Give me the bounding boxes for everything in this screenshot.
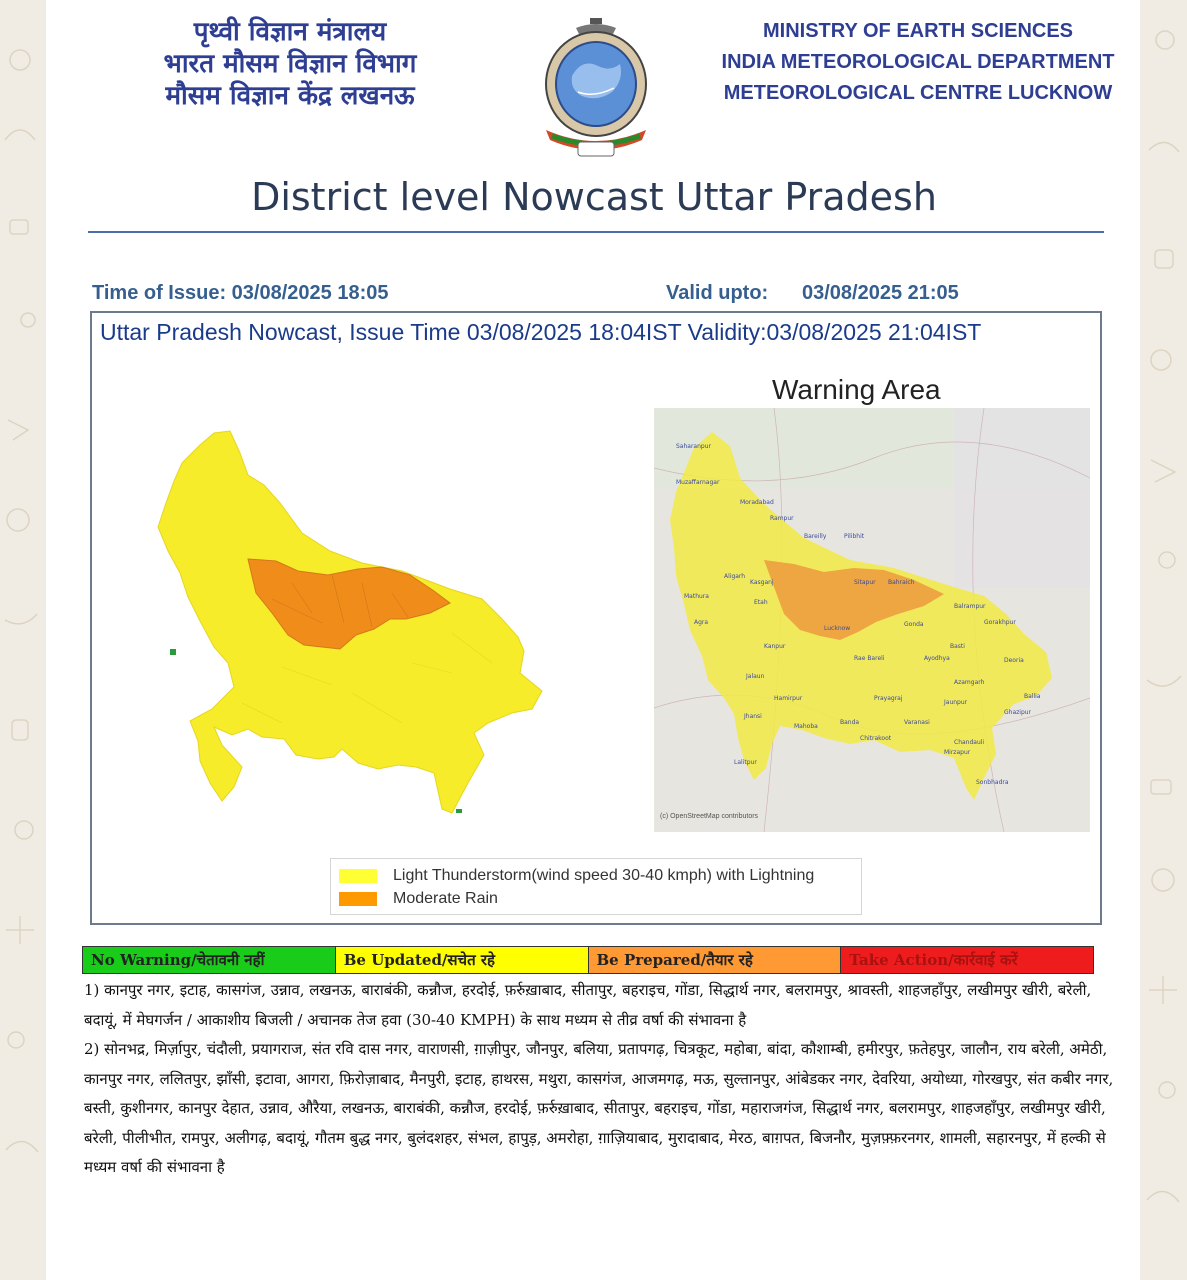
hindi-department-line: भारत मौसम विज्ञान विभाग	[163, 49, 417, 79]
svg-text:Aligarh: Aligarh	[724, 573, 746, 580]
header-hindi	[120, 16, 460, 112]
imd-emblem-icon	[538, 14, 654, 162]
svg-text:Deoria: Deoria	[1004, 657, 1024, 664]
scale-no-warning: No Warning/चेतावनी नहीं	[83, 947, 336, 973]
svg-text:Agra: Agra	[694, 619, 709, 626]
hindi-ministry-line: पृथ्वी विज्ञान मंत्रालय	[193, 17, 387, 47]
svg-text:Chitrakoot: Chitrakoot	[860, 735, 892, 742]
svg-text:Jhansi: Jhansi	[744, 713, 762, 720]
page-title: District level Nowcast Uttar Pradesh	[251, 175, 937, 219]
svg-text:Mathura: Mathura	[684, 593, 709, 600]
svg-text:Varanasi: Varanasi	[904, 719, 930, 726]
osm-attribution: (c) OpenStreetMap contributors	[660, 813, 759, 820]
svg-text:Ghazipur: Ghazipur	[1004, 709, 1032, 716]
svg-text:Rampur: Rampur	[770, 515, 794, 522]
nowcast-map-panel	[90, 311, 1102, 925]
scale-take-action: Take Action/कार्रवाई करें	[841, 947, 1093, 973]
legend-label: Light Thunderstorm(wind speed 30-40 kmph) with Lightning	[393, 867, 815, 884]
english-department-line: INDIA METEOROLOGICAL DEPARTMENT	[721, 51, 1115, 73]
legend-item-thunderstorm	[339, 865, 814, 887]
svg-text:Gorakhpur: Gorakhpur	[984, 619, 1016, 626]
legend-item-moderate-rain	[339, 888, 498, 910]
english-ministry-line: MINISTRY OF EARTH SCIENCES	[762, 20, 1074, 42]
svg-text:Gonda: Gonda	[904, 621, 924, 628]
nowcast-document	[46, 0, 1140, 1280]
forecast-note-2: 2) सोनभद्र, मिर्ज़ापुर, चंदौली, प्रयागराज, संत रवि दास नगर, वाराणसी, ग़ाज़ीपुर, जौनपुर, बलिया, प्रतापगढ़, चित्रकूट, महोबा, बांदा, कौशाम्बी, हमीरपुर, फ़तेहपुर, जालौन, राय बरेली, अमेठी, कानपुर नगर, ललितपुर, झाँसी, इटावा, आगरा, फ़िरोज़ाबाद, मैनपुरी, इटाह, हाथरस, मथुरा, कासगंज, आजमगढ़, मऊ, सुल्तानपुर, आंबेडकर नगर, देवरिया, अयोध्या, गोरखपुर, संत कबीर नगर, बस्ती, कुशीनगर, कानपुर देहात, उन्नाव, औरैया, लखनऊ, बाराबंकी, कन्नौज, हरदोई, फ़र्रुख़ाबाद, सीतापुर, बहराइच, गोंडा, महाराजगंज, सिद्धार्थ नगर, बलरामपुर, शाहजहाँपुर, लखीमपुर खीरी, बरेली, पीलीभीत, रामपुर, अलीगढ़, बदायूं, गौतम बुद्ध नगर, बुलंदशहर, संभल, हापुड़, अमरोहा, ग़ाज़ियाबाद, मुरादाबाद, मेरठ, बाग़पत, बिजनौर, मुज़फ़्फ़रनगर, शामली, सहारनपुर, में हल्की से मध्यम वर्षा की संभावना है	[84, 1040, 1114, 1176]
background-pattern-left	[0, 0, 46, 1280]
svg-text:Chandauli: Chandauli	[954, 739, 985, 746]
svg-text:Lalitpur: Lalitpur	[734, 759, 757, 766]
english-centre-line: METEOROLOGICAL CENTRE LUCKNOW	[723, 82, 1113, 104]
title-divider	[88, 231, 1104, 233]
hindi-centre-line: मौसम विज्ञान केंद्र लखनऊ	[165, 81, 415, 111]
legend-label: Moderate Rain	[393, 890, 498, 907]
background-pattern-right	[1141, 0, 1187, 1280]
svg-text:Azamgarh: Azamgarh	[954, 679, 985, 686]
svg-text:Muzaffarnagar: Muzaffarnagar	[676, 479, 720, 486]
scale-be-updated: Be Updated/सचेत रहे	[336, 947, 589, 973]
warning-color-scale	[82, 946, 1094, 974]
svg-text:Saharanpur: Saharanpur	[676, 443, 711, 450]
svg-text:Etah: Etah	[754, 599, 768, 606]
svg-text:Basti: Basti	[950, 643, 965, 650]
svg-text:Ballia: Ballia	[1024, 693, 1041, 700]
valid-upto-label: Valid upto:	[666, 282, 769, 304]
svg-text:Lucknow: Lucknow	[824, 625, 851, 632]
panel-heading: Uttar Pradesh Nowcast, Issue Time 03/08/2025 18:04IST Validity:03/08/2025 21:04IST	[100, 319, 982, 345]
legend-swatch-yellow	[339, 869, 377, 883]
valid-upto-value: 03/08/2025 21:05	[802, 282, 959, 304]
svg-text:Bahraich: Bahraich	[888, 579, 915, 586]
forecast-note-1: 1) कानपुर नगर, इटाह, कासगंज, उन्नाव, लखनऊ, बाराबंकी, कन्नौज, हरदोई, फ़र्रुख़ाबाद, सीतापुर, बहराइच, गोंडा, सिद्धार्थ नगर, बलरामपुर, श्रावस्ती, शाहजहाँपुर, लखीमपुर खीरी, बरेली, बदायूं, में मेघगर्जन / आकाशीय बिजली / अचानक तेज हवा (30-40 KMPH) के साथ मध्यम से तीव्र वर्षा की संभावना है	[84, 981, 1092, 1029]
scale-be-prepared: Be Prepared/तैयार रहे	[589, 947, 842, 973]
svg-text:Kasganj: Kasganj	[750, 579, 774, 586]
svg-text:Bareilly: Bareilly	[804, 533, 827, 540]
svg-text:Jalaun: Jalaun	[746, 673, 765, 680]
svg-text:Sonbhadra: Sonbhadra	[976, 779, 1009, 786]
svg-text:Hamirpur: Hamirpur	[774, 695, 803, 702]
svg-text:Sitapur: Sitapur	[854, 579, 876, 586]
svg-text:Mahoba: Mahoba	[794, 723, 818, 730]
svg-text:Rae Bareli: Rae Bareli	[854, 655, 885, 662]
header-english	[708, 16, 1128, 109]
svg-text:Mirzapur: Mirzapur	[944, 749, 971, 756]
svg-text:Banda: Banda	[840, 719, 860, 726]
svg-text:Moradabad: Moradabad	[740, 499, 774, 506]
uttar-pradesh-warning-map	[152, 423, 572, 818]
warning-area-osm-map	[654, 408, 1090, 832]
svg-text:Kanpur: Kanpur	[764, 643, 786, 650]
svg-text:Jaunpur: Jaunpur	[944, 699, 968, 706]
svg-text:Prayagraj: Prayagraj	[874, 695, 903, 702]
time-of-issue: Time of Issue: 03/08/2025 18:05	[92, 282, 389, 304]
map-legend	[330, 858, 862, 915]
svg-text:Balrampur: Balrampur	[954, 603, 986, 610]
svg-text:Pilibhit: Pilibhit	[844, 533, 865, 540]
district-forecast-notes	[84, 976, 1114, 1183]
svg-text:Ayodhya: Ayodhya	[924, 655, 950, 662]
warning-area-title: Warning Area	[772, 374, 941, 405]
legend-swatch-orange	[339, 892, 377, 906]
